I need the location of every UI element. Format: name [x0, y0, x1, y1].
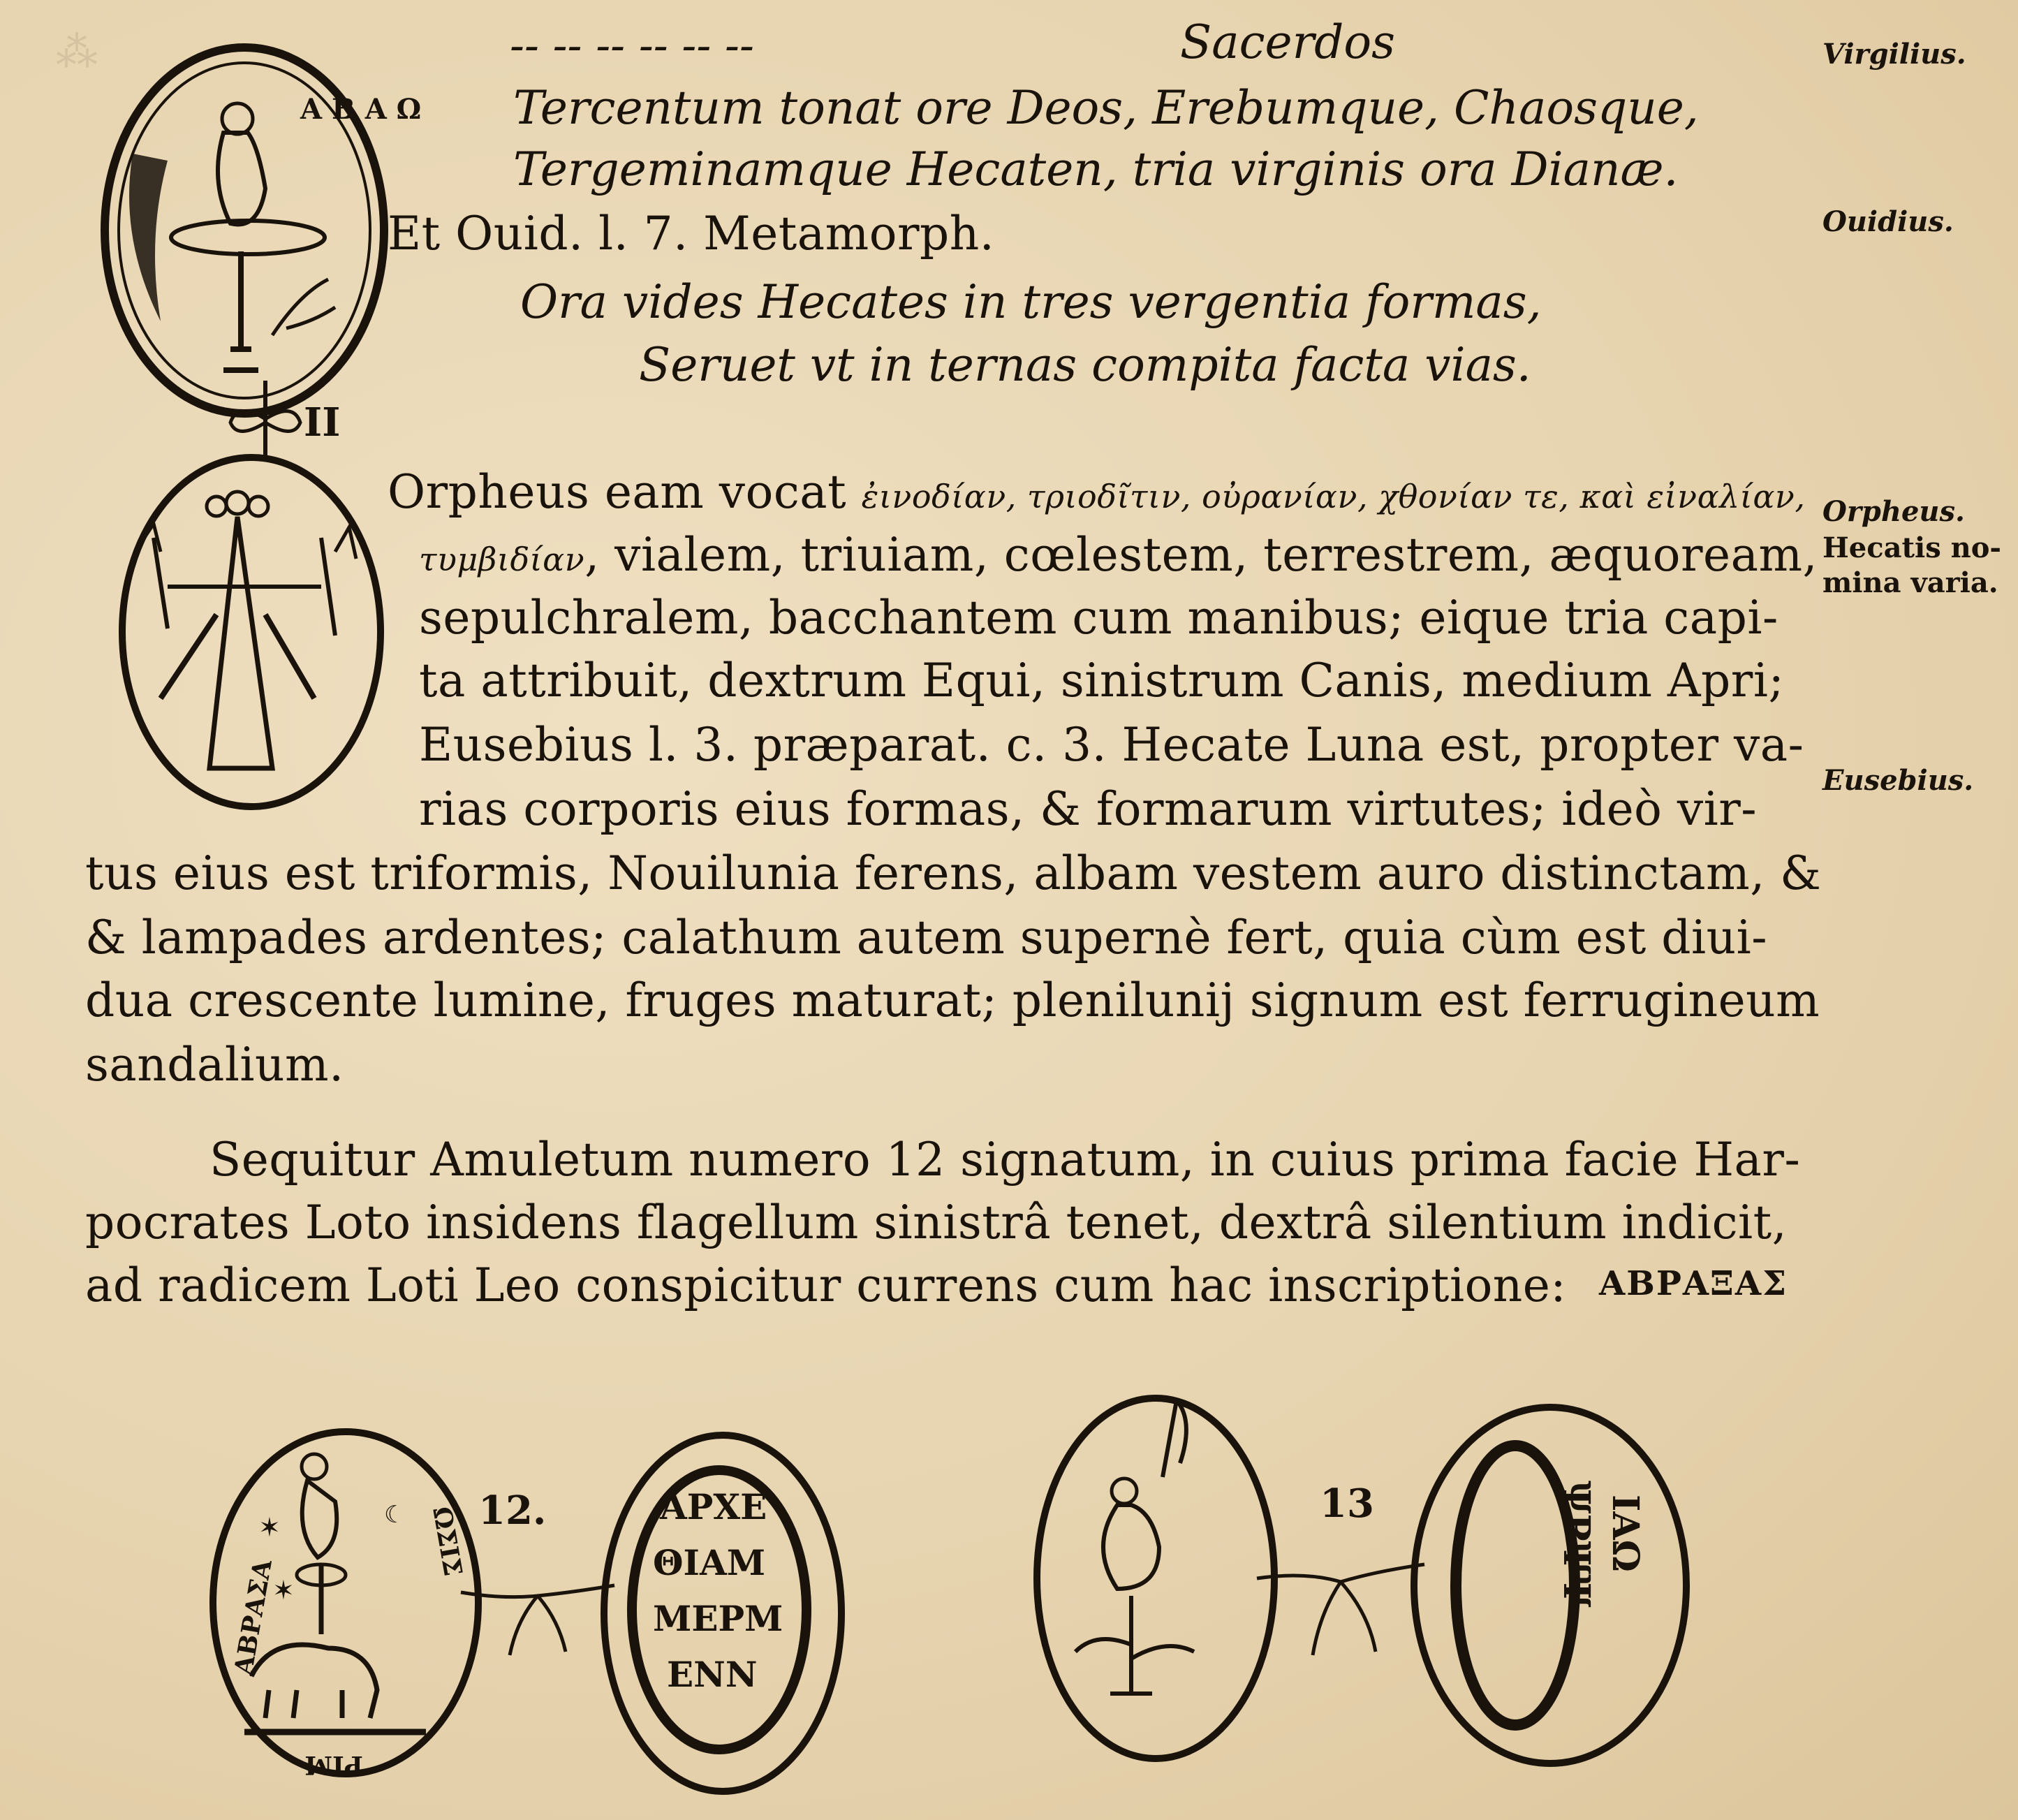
top-dashes: -- -- -- -- -- -- — [510, 20, 754, 71]
sequitur-line-1: Sequitur Amuletum numero 12 signatum, in cuius prima facie Har- — [209, 1133, 1801, 1187]
plate-number-13: 13 — [1320, 1481, 1374, 1527]
margin-note-orpheus: Orpheus. — [1822, 495, 1965, 528]
margin-note-virgilius: Virgilius. — [1822, 38, 1966, 71]
seal-11-hecate-illustration — [112, 447, 391, 817]
seal-13-back-line-1: ΨΡΨΨ — [1555, 1481, 1598, 1608]
ovid-reference: Et Ouid. l. 7. Metamorph. — [388, 207, 995, 260]
ribbon-knot-12 — [461, 1564, 614, 1662]
verse-line-4: Seruet vt in ternas compita facta vias. — [639, 338, 1531, 392]
star-icon-1: ✶ — [258, 1512, 281, 1543]
inscription-abraxas: ΑΒΡΑΞΑΣ — [1599, 1264, 1788, 1303]
orpheus-greek-tymbidian: τυμβιδίαν — [419, 541, 585, 578]
seal-12-back-line-4: ΕΝΝ — [667, 1654, 758, 1695]
sequitur-line-2: pocrates Loto insidens flagellum sinistrâ tenet, dextrâ silentium indicit, — [85, 1196, 1788, 1249]
seal-12-bottom: ΡΙΜ — [304, 1750, 363, 1779]
seal-12-back-illustration — [594, 1425, 852, 1802]
orpheus-lead-text: Orpheus eam vocat — [388, 465, 847, 519]
margin-note-hecatis-1: Hecatis no- — [1822, 531, 2001, 564]
orpheus-line-6: rias corporis eius formas, & formarum virtutes; ideò vir- — [419, 782, 1758, 836]
seal-12-rim-left: ΑΒΡΑΣΑ — [228, 1557, 278, 1678]
seal-11-top-illustration — [91, 28, 422, 433]
verse-line-3: Ora vides Hecates in tres vergentia formas, — [520, 275, 1542, 329]
star-icon-2: ✶ — [272, 1575, 295, 1606]
orpheus-line-8: & lampades ardentes; calathum autem supernè fert, quia cùm est diui- — [85, 911, 1768, 964]
bleed-through-left: ⁂ — [56, 28, 98, 77]
margin-note-ouidius: Ouidius. — [1822, 205, 1954, 238]
orpheus-greek-epithets: ἐινοδίαν, τριοδῖτιν, οὐρανίαν, χθονίαν τε, καὶ εἰναλίαν, — [861, 478, 1806, 515]
ribbon-knot-13 — [1257, 1550, 1424, 1662]
seal-12-back-line-1: ΑΡΧΕ — [660, 1486, 767, 1527]
verse-line-2: Tergeminamque Hecaten, tria virginis ora Dianæ. — [513, 142, 1679, 196]
plate-number-12: 12. — [478, 1488, 547, 1534]
orpheus-line-10: sandalium. — [85, 1038, 344, 1092]
seal-13-back-illustration — [1404, 1397, 1697, 1774]
orpheus-line-2-text: , vialem, triuiam, cœlestem, terrestrem, æquoream, — [584, 528, 1818, 582]
plate-number-11: II — [304, 399, 341, 446]
orpheus-lead — [388, 465, 1806, 519]
seal-12-back-line-3: ΜΕΡΜ — [653, 1598, 783, 1639]
seal-13-front-illustration — [1026, 1386, 1292, 1770]
orpheus-line-2 — [419, 528, 1818, 582]
seal-13-back-line-2: ΙΑΩ — [1604, 1495, 1647, 1572]
orpheus-line-3: sepulchralem, bacchantem cum manibus; eique tria capi- — [419, 591, 1778, 645]
sequitur-line-3: ad radicem Loti Leo conspicitur currens cum hac inscriptione: — [85, 1258, 1567, 1312]
margin-note-hecatis-2: mina varia. — [1822, 566, 1998, 599]
orpheus-line-7: tus eius est triformis, Nouilunia ferens, albam vestem auro distinctam, & — [85, 846, 1822, 900]
orpheus-line-5: Eusebius l. 3. præparat. c. 3. Hecate Luna est, propter va- — [419, 718, 1804, 772]
margin-note-eusebius: Eusebius. — [1822, 764, 1974, 797]
seal-12-rim-right: ΩΣΙΣ — [427, 1504, 468, 1578]
seal-12-back-line-2: ΘΙΑΜ — [653, 1542, 766, 1583]
verse-line-1: Tercentum tonat ore Deos, Erebumque, Chaosque, — [513, 81, 1699, 135]
top-word-sacerdos: Sacerdos — [1180, 15, 1395, 69]
orpheus-line-9: dua crescente lumine, fruges maturat; plenilunij signum est ferrugineum — [85, 974, 1820, 1027]
seal-12-front-illustration — [202, 1425, 496, 1788]
crescent-moon-icon: ☾ — [384, 1501, 406, 1529]
seal-11-rim-text: Α Β Α Ω — [300, 93, 422, 126]
orpheus-line-4: ta attribuit, dextrum Equi, sinistrum Canis, medium Apri; — [419, 654, 1785, 707]
